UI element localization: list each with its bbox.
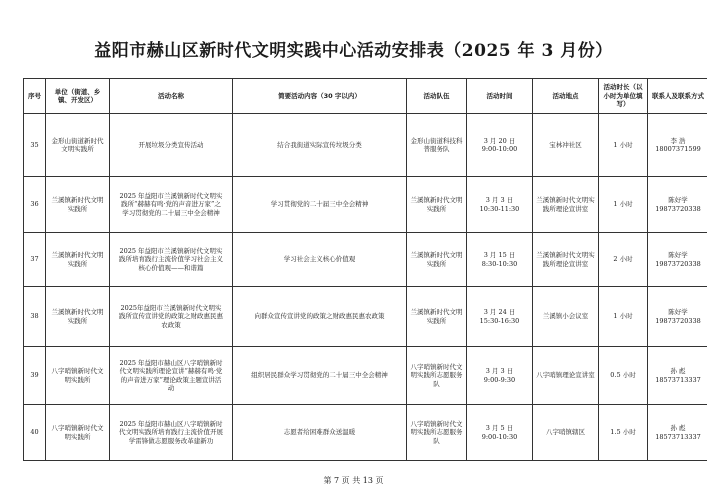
row-hours: 10:30-11:30 — [479, 204, 520, 213]
row-unit: 兰溪镇新时代文明实践所 — [46, 233, 110, 287]
activity-schedule-table — [23, 78, 707, 461]
row-contact-phone: 19873720338 — [655, 316, 701, 325]
row-unit: 金形山街道新时代文明实践所 — [46, 114, 110, 177]
row-activity-name: 2025 年益阳市兰溪镇新时代文明实践所培育践行主流价值学习社会主义核心价值观——和谐篇 — [110, 233, 233, 287]
row-unit: 兰溪镇新时代文明实践所 — [46, 287, 110, 347]
row-activity-name: 开展垃圾分类宣传活动 — [110, 114, 233, 177]
row-date: 3 月 3 日 — [485, 196, 514, 204]
row-contact-phone: 19873720338 — [655, 259, 701, 268]
row-team: 八字哨镇新时代文明实践所志愿服务队 — [407, 405, 467, 461]
row-time — [467, 177, 533, 233]
row-place: 兰溪镇新时代文明实践所理论宣讲室 — [533, 233, 599, 287]
row-date: 3 月 3 日 — [485, 367, 514, 375]
row-place: 兰溪镇小会议室 — [533, 287, 599, 347]
row-team: 八字哨镇新时代文明实践所志愿服务队 — [407, 347, 467, 405]
row-seq: 36 — [24, 177, 46, 233]
table-row — [24, 233, 707, 287]
table-row — [24, 347, 707, 405]
row-hours: 8:30-10:30 — [481, 259, 518, 268]
table-row — [24, 114, 707, 177]
row-seq: 40 — [24, 405, 46, 461]
row-contact-name: 孙 彪 — [670, 367, 686, 375]
table-header-row — [24, 79, 707, 114]
row-seq: 39 — [24, 347, 46, 405]
header-contact: 联系人及联系方式 — [648, 79, 707, 114]
row-duration: 0.5 小时 — [599, 347, 648, 405]
table-row — [24, 287, 707, 347]
row-time — [467, 347, 533, 405]
row-contact-phone: 18573713337 — [655, 432, 701, 441]
row-date: 3 月 24 日 — [483, 308, 516, 316]
row-seq: 35 — [24, 114, 46, 177]
row-seq: 38 — [24, 287, 46, 347]
row-content: 向群众宣传宣讲党的政策之财政惠民惠农政策 — [233, 287, 407, 347]
row-content: 组织居民群众学习贯彻党的二十届三中全会精神 — [233, 347, 407, 405]
row-hours: 9:00-10:00 — [481, 145, 518, 153]
table-row — [24, 405, 707, 461]
header-content: 简要活动内容（30 字以内） — [233, 79, 407, 114]
row-place: 兰溪镇新时代文明实践所理论宣讲室 — [533, 177, 599, 233]
row-hours: 9:00-10:30 — [481, 432, 518, 441]
row-seq: 37 — [24, 233, 46, 287]
row-date: 3 月 5 日 — [485, 424, 514, 432]
row-contact — [648, 177, 707, 233]
row-contact-name: 孙 彪 — [670, 424, 686, 432]
row-hours: 15:30-16:30 — [479, 316, 520, 325]
row-activity-name: 2025 年益阳市赫山区八字哨镇新时代文明实践所培育践行主流价值开展学雷锋做志愿服务改革建新功 — [110, 405, 233, 461]
row-contact-phone: 18573713337 — [655, 375, 701, 384]
row-time — [467, 287, 533, 347]
page-footer: 第 7 页 共 13 页 — [323, 476, 384, 485]
header-unit: 单位（街道、乡镇、开发区） — [46, 79, 110, 114]
row-contact-phone: 18007371599 — [655, 145, 701, 153]
row-contact — [648, 405, 707, 461]
row-time — [467, 405, 533, 461]
row-content: 学习贯彻党的二十届三中全会精神 — [233, 177, 407, 233]
header-time: 活动时间 — [467, 79, 533, 114]
table-row — [24, 177, 707, 233]
header-duration: 活动时长（以小时为单位填写） — [599, 79, 648, 114]
row-place: 宝林冲社区 — [533, 114, 599, 177]
header-name: 活动名称 — [110, 79, 233, 114]
header-seq: 序号 — [24, 79, 46, 114]
row-place: 八字哨镇辖区 — [533, 405, 599, 461]
header-place: 活动地点 — [533, 79, 599, 114]
row-contact-name: 陈好学 — [668, 308, 688, 316]
row-contact-phone: 19873720338 — [655, 204, 701, 213]
row-date: 3 月 15 日 — [483, 251, 516, 259]
row-activity-name: 2025年益阳市兰溪镇新时代文明实践所宣传宣讲党的政策之财政惠民惠农政策 — [110, 287, 233, 347]
row-activity-name: 2025 年益阳市赫山区八字哨镇新时代文明实践所理论宣讲“赫赫有鸣·党的声音进万家”理论政策主题宣讲活动 — [110, 347, 233, 405]
row-content: 志愿者给困难群众送温暖 — [233, 405, 407, 461]
row-time — [467, 233, 533, 287]
row-unit: 八字哨镇新时代文明实践所 — [46, 405, 110, 461]
row-duration: 2 小时 — [599, 233, 648, 287]
row-team: 兰溪镇新时代文明实践所 — [407, 287, 467, 347]
row-content: 结合我街道实际宣传垃圾分类 — [233, 114, 407, 177]
row-date: 3 月 20 日 — [483, 136, 516, 145]
row-contact — [648, 347, 707, 405]
header-team: 活动队伍 — [407, 79, 467, 114]
row-content: 学习社会主义核心价值观 — [233, 233, 407, 287]
row-contact — [648, 287, 707, 347]
row-contact-name: 陈好学 — [668, 251, 688, 259]
row-place: 八字哨镇理论宣讲室 — [533, 347, 599, 405]
page-title: 益阳市赫山区新时代文明实践中心活动安排表（2025 年 3 月份） — [94, 41, 613, 61]
row-hours: 9:00-9:30 — [483, 375, 516, 384]
row-time — [467, 114, 533, 177]
row-unit: 兰溪镇新时代文明实践所 — [46, 177, 110, 233]
row-team: 金形山街道科技科普服务队 — [407, 114, 467, 177]
row-contact-name: 陈好学 — [668, 196, 688, 204]
row-contact — [648, 114, 707, 177]
row-team: 兰溪镇新时代文明实践所 — [407, 177, 467, 233]
row-duration: 1.5 小时 — [599, 405, 648, 461]
row-contact — [648, 233, 707, 287]
row-duration: 1 小时 — [599, 177, 648, 233]
row-activity-name: 2025 年益阳市兰溪镇新时代文明实践所“赫赫有鸣·党的声音进万家”之学习贯彻党的二十届三中全会精神 — [110, 177, 233, 233]
row-duration: 1 小时 — [599, 114, 648, 177]
row-team: 兰溪镇新时代文明实践所 — [407, 233, 467, 287]
row-unit: 八字哨镇新时代文明实践所 — [46, 347, 110, 405]
row-contact-name: 李 浩 — [670, 136, 686, 145]
row-duration: 1 小时 — [599, 287, 648, 347]
